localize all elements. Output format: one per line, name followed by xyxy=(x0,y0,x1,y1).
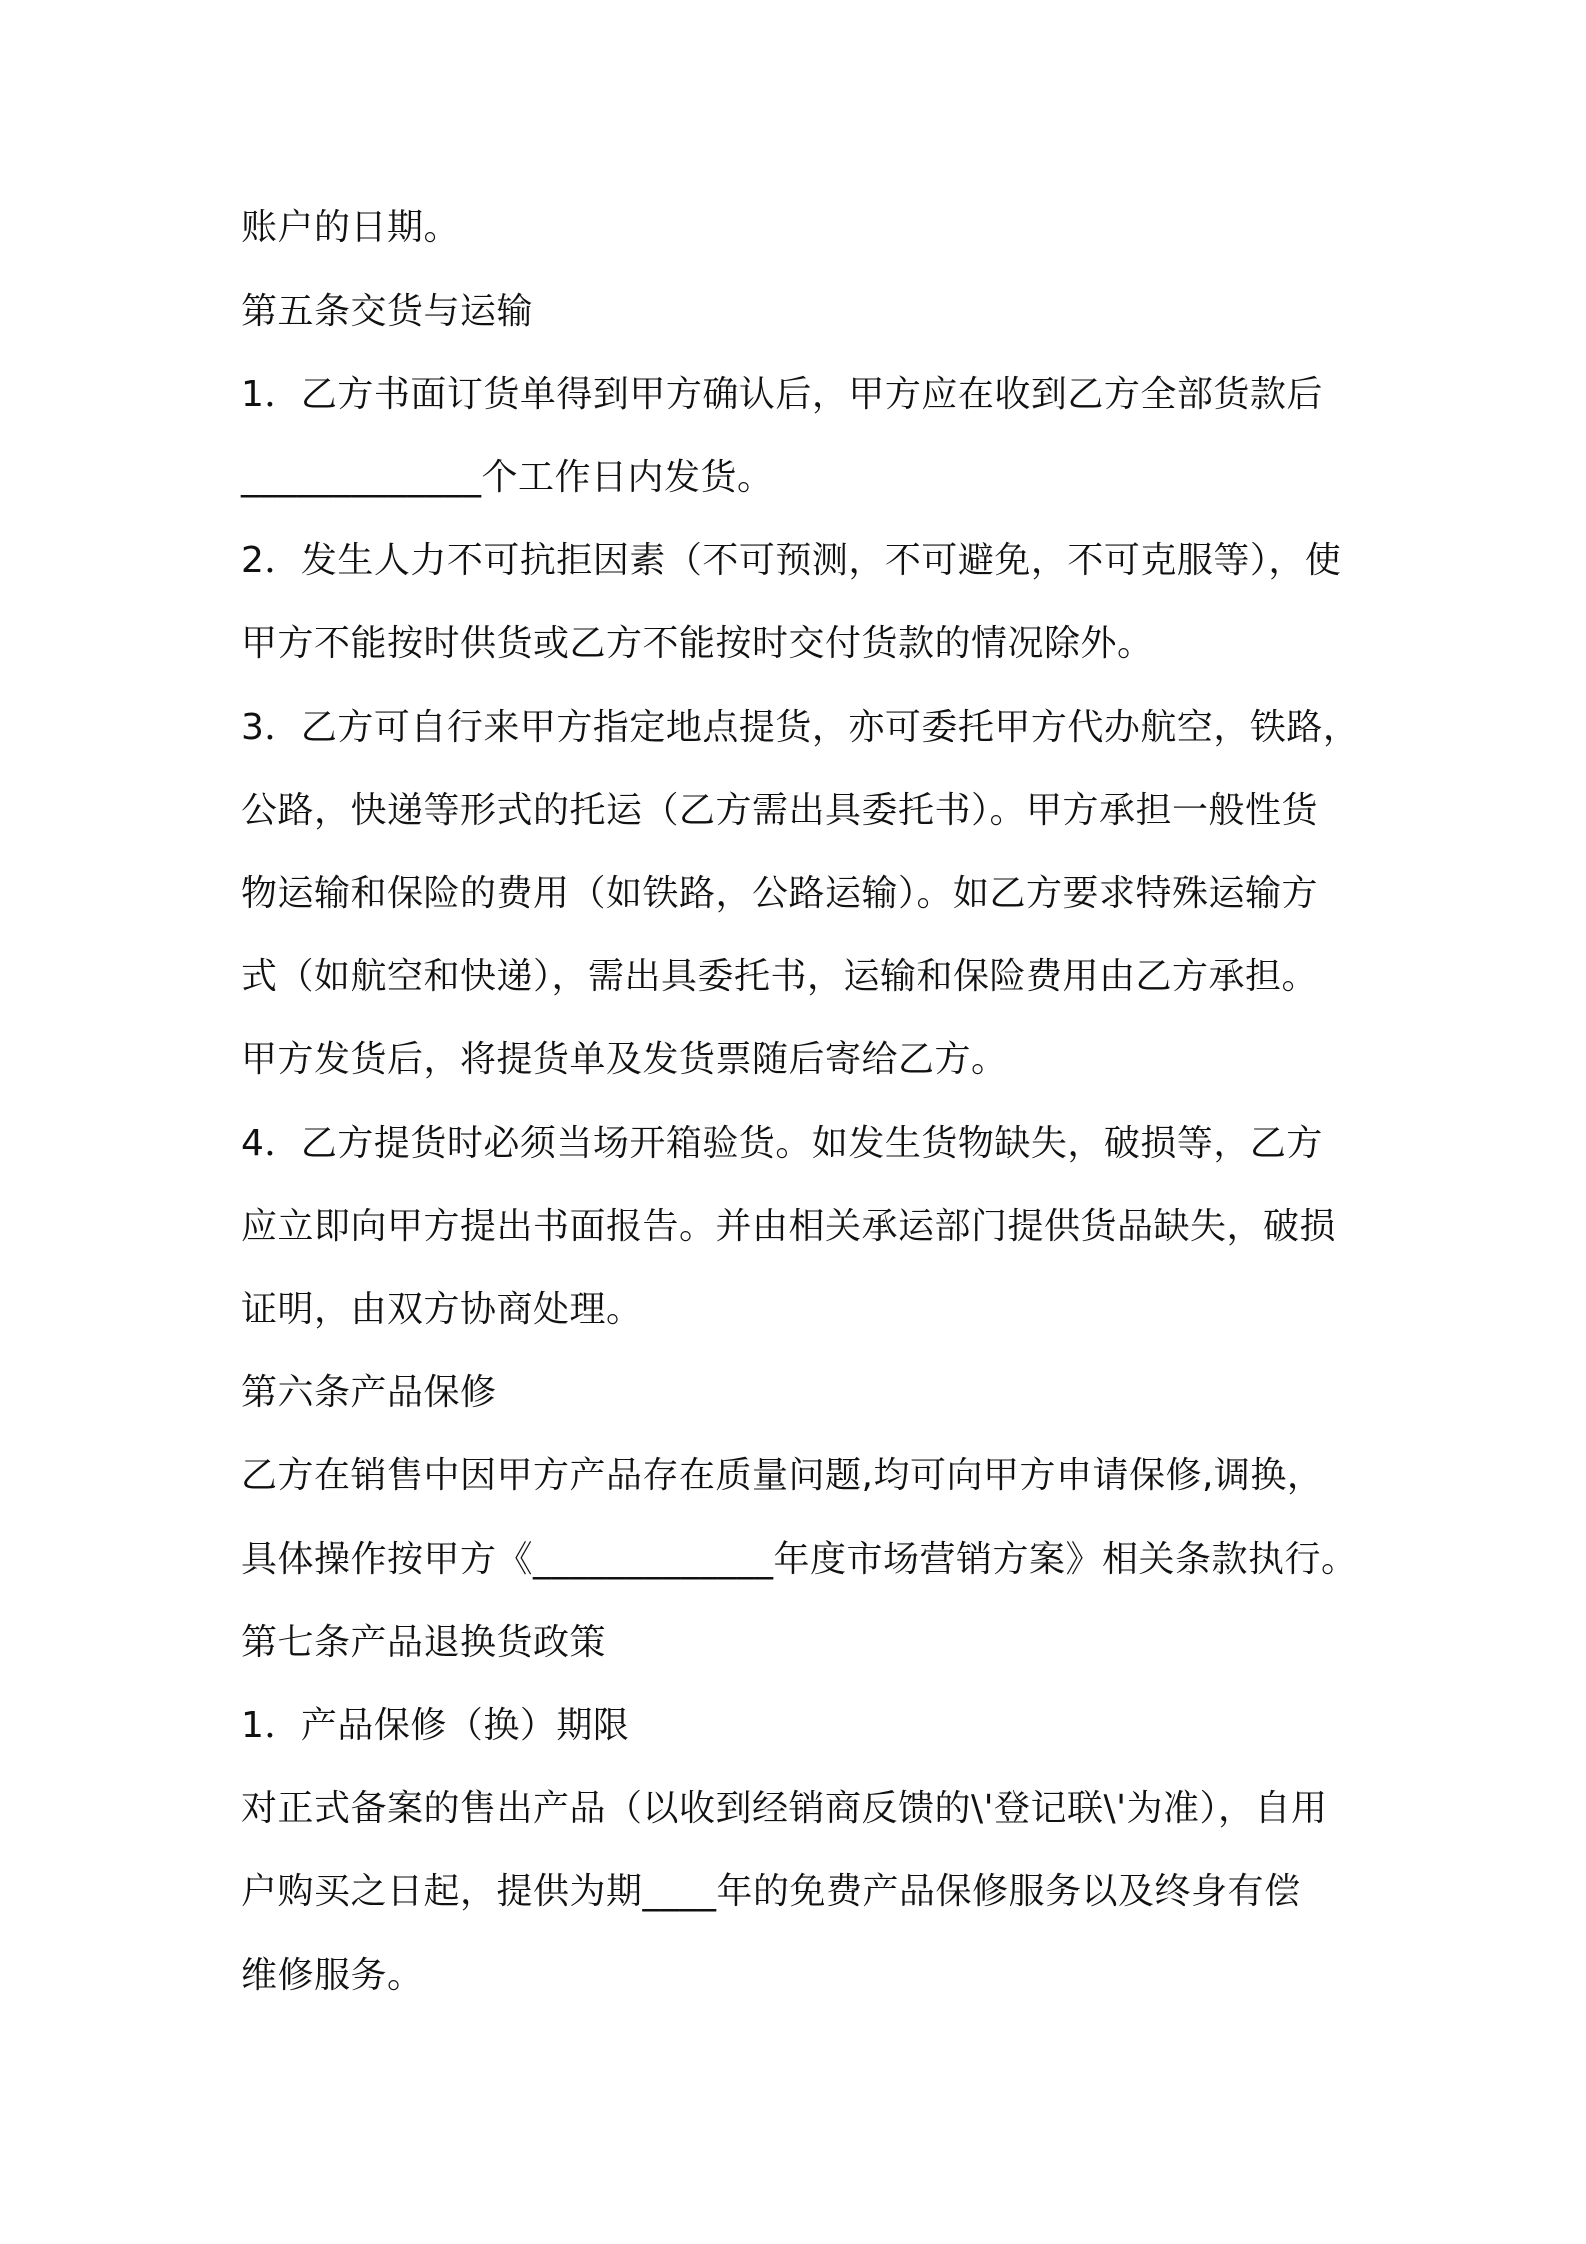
text-line: 乙方在销售中因甲方产品存在质量问题,均可向甲方申请保修,调换， xyxy=(241,1455,1324,1496)
text-line: _____________个工作日内发货。 xyxy=(241,457,774,498)
text-line: 对正式备案的售出产品（以收到经销商反馈的\'登记联\'为准），自用 xyxy=(241,1788,1328,1829)
text-line: 3．乙方可自行来甲方指定地点提货，亦可委托甲方代办航空，铁路， xyxy=(241,707,1360,748)
text-line: 1．乙方书面订货单得到甲方确认后，甲方应在收到乙方全部货款后 xyxy=(241,374,1323,415)
text-line: 甲方不能按时供货或乙方不能按时交付货款的情况除外。 xyxy=(241,623,1154,664)
section-heading: 第六条产品保修 xyxy=(241,1372,497,1413)
text-line: 公路，快递等形式的托运（乙方需出具委托书）。甲方承担一般性货 xyxy=(241,790,1319,831)
text-line: 证明，由双方协商处理。 xyxy=(241,1289,643,1330)
text-line: 式（如航空和快递），需出具委托书，运输和保险费用由乙方承担。 xyxy=(241,956,1319,997)
text-line: 应立即向甲方提出书面报告。并由相关承运部门提供货品缺失，破损 xyxy=(241,1206,1337,1247)
text-line: 物运输和保险的费用（如铁路，公路运输）。如乙方要求特殊运输方 xyxy=(241,873,1319,914)
text-line: 具体操作按甲方《_____________年度市场营销方案》相关条款执行。 xyxy=(241,1539,1358,1580)
section-heading: 第七条产品退换货政策 xyxy=(241,1622,607,1663)
section-heading: 第五条交货与运输 xyxy=(241,291,534,332)
text-line: 账户的日期。 xyxy=(241,207,461,248)
text-line: 4．乙方提货时必须当场开箱验货。如发生货物缺失，破损等，乙方 xyxy=(241,1123,1323,1164)
text-line: 甲方发货后，将提货单及发货票随后寄给乙方。 xyxy=(241,1039,1008,1080)
text-line: 维修服务。 xyxy=(241,1955,424,1996)
text-line: 户购买之日起，提供为期____年的免费产品保修服务以及终身有偿 xyxy=(241,1871,1301,1912)
text-line: 2．发生人力不可抗拒因素（不可预测，不可避免，不可克服等），使 xyxy=(241,540,1342,581)
text-line: 1．产品保修（换）期限 xyxy=(241,1705,630,1746)
